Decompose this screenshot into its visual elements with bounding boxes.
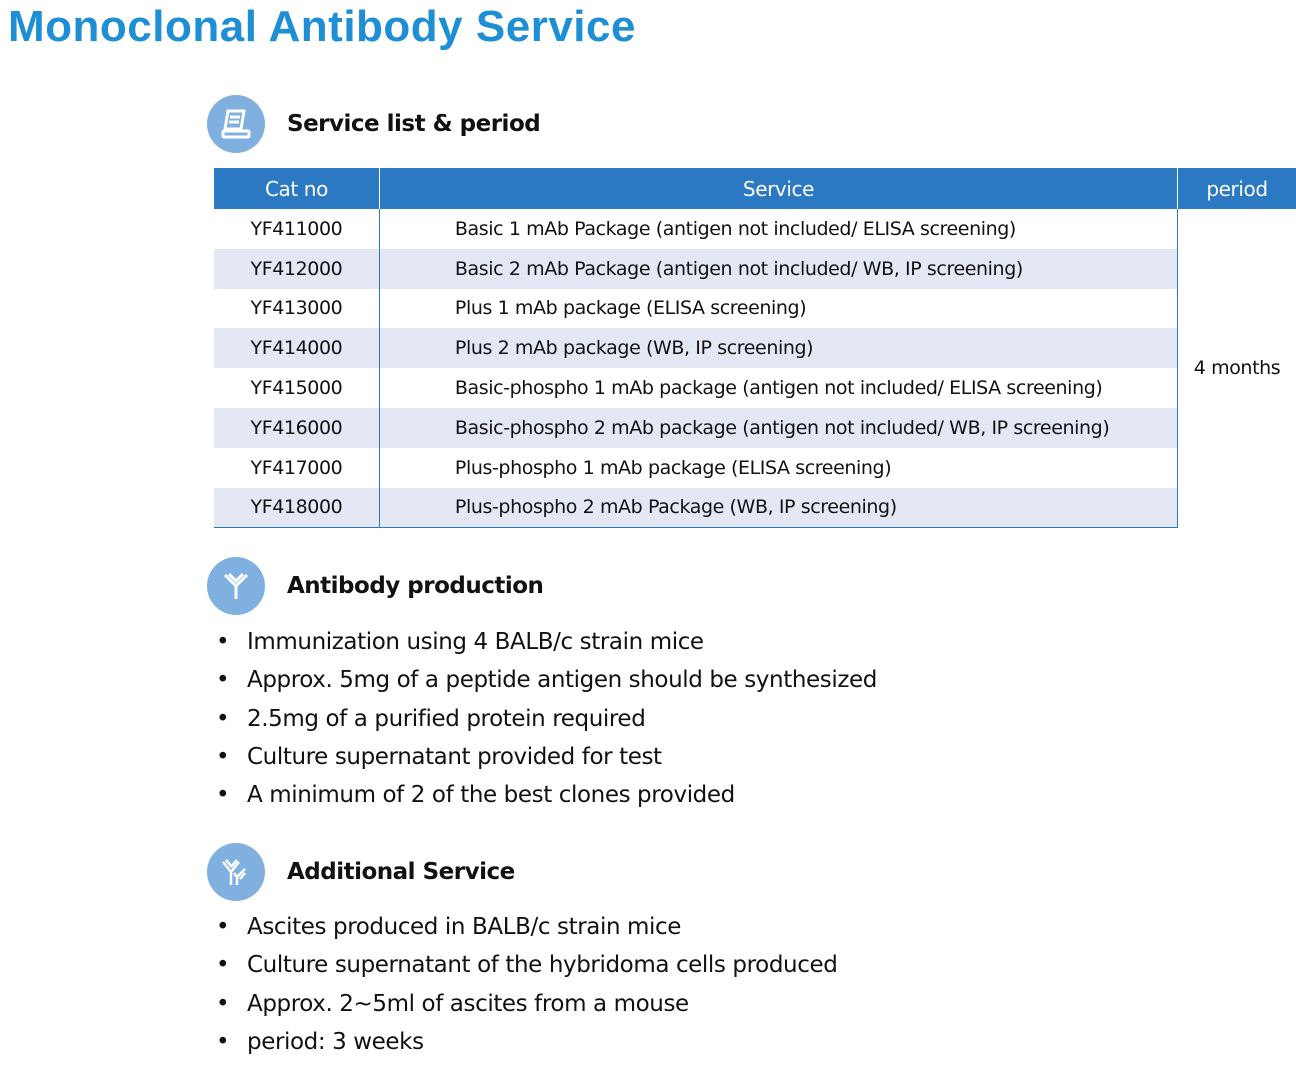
cat-no: YF411000 — [214, 209, 379, 249]
service-name: Basic 2 mAb Package (antigen not included/ WB, IP screening) — [379, 249, 1177, 289]
period-value: 4 months — [1193, 357, 1281, 380]
cat-no: YF415000 — [214, 368, 379, 408]
cat-no: YF414000 — [214, 328, 379, 368]
table-row — [214, 368, 1296, 408]
cat-no: YF412000 — [214, 249, 379, 289]
table-row — [214, 209, 1296, 249]
service-name: Plus 1 mAb package (ELISA screening) — [379, 289, 1177, 329]
list-item: • Culture supernatant provided for test — [216, 738, 877, 776]
table-row — [214, 328, 1296, 368]
antibodies-icon — [207, 843, 265, 901]
header-period: period — [1178, 168, 1296, 209]
list-item: • A minimum of 2 of the best clones provided — [216, 776, 877, 814]
header-cat-no: Cat no — [214, 168, 379, 209]
table-row — [214, 408, 1296, 448]
antibody-icon — [207, 557, 265, 615]
list-item: • Ascites produced in BALB/c strain mice — [216, 908, 837, 946]
page-title: Monoclonal Antibody Service — [8, 2, 636, 51]
additional-list — [216, 908, 837, 1061]
section-title: Antibody production — [287, 573, 544, 599]
table-row — [214, 289, 1296, 329]
service-name: Basic 1 mAb Package (antigen not included/ ELISA screening) — [379, 209, 1177, 249]
service-name: Basic-phospho 2 mAb package (antigen not included/ WB, IP screening) — [379, 408, 1177, 448]
section-header-additional — [207, 843, 515, 901]
service-name: Plus-phospho 1 mAb package (ELISA screening) — [379, 448, 1177, 488]
list-item: • 2.5mg of a purified protein required — [216, 700, 877, 738]
table-row — [214, 448, 1296, 488]
table-row — [214, 488, 1296, 528]
list-item: • Culture supernatant of the hybridoma cells produced — [216, 946, 837, 984]
section-title: Service list & period — [287, 111, 541, 137]
list-item: • period: 3 weeks — [216, 1023, 837, 1061]
cat-no: YF413000 — [214, 289, 379, 329]
section-title: Additional Service — [287, 859, 515, 885]
service-name: Basic-phospho 1 mAb package (antigen not included/ ELISA screening) — [379, 368, 1177, 408]
section-header-service — [207, 95, 540, 153]
service-table — [214, 168, 1296, 528]
section-header-production — [207, 557, 543, 615]
service-name: Plus-phospho 2 mAb Package (WB, IP screening) — [379, 488, 1177, 528]
cat-no: YF417000 — [214, 448, 379, 488]
list-item: • Approx. 5mg of a peptide antigen should be synthesized — [216, 661, 877, 699]
cat-no: YF416000 — [214, 408, 379, 448]
list-item: • Approx. 2~5ml of ascites from a mouse — [216, 985, 837, 1023]
document-icon — [207, 95, 265, 153]
list-item: • Immunization using 4 BALB/c strain mice — [216, 623, 877, 661]
cat-no: YF418000 — [214, 488, 379, 528]
table-row — [214, 249, 1296, 289]
service-name: Plus 2 mAb package (WB, IP screening) — [379, 328, 1177, 368]
production-list — [216, 623, 877, 814]
header-service: Service — [379, 168, 1177, 209]
